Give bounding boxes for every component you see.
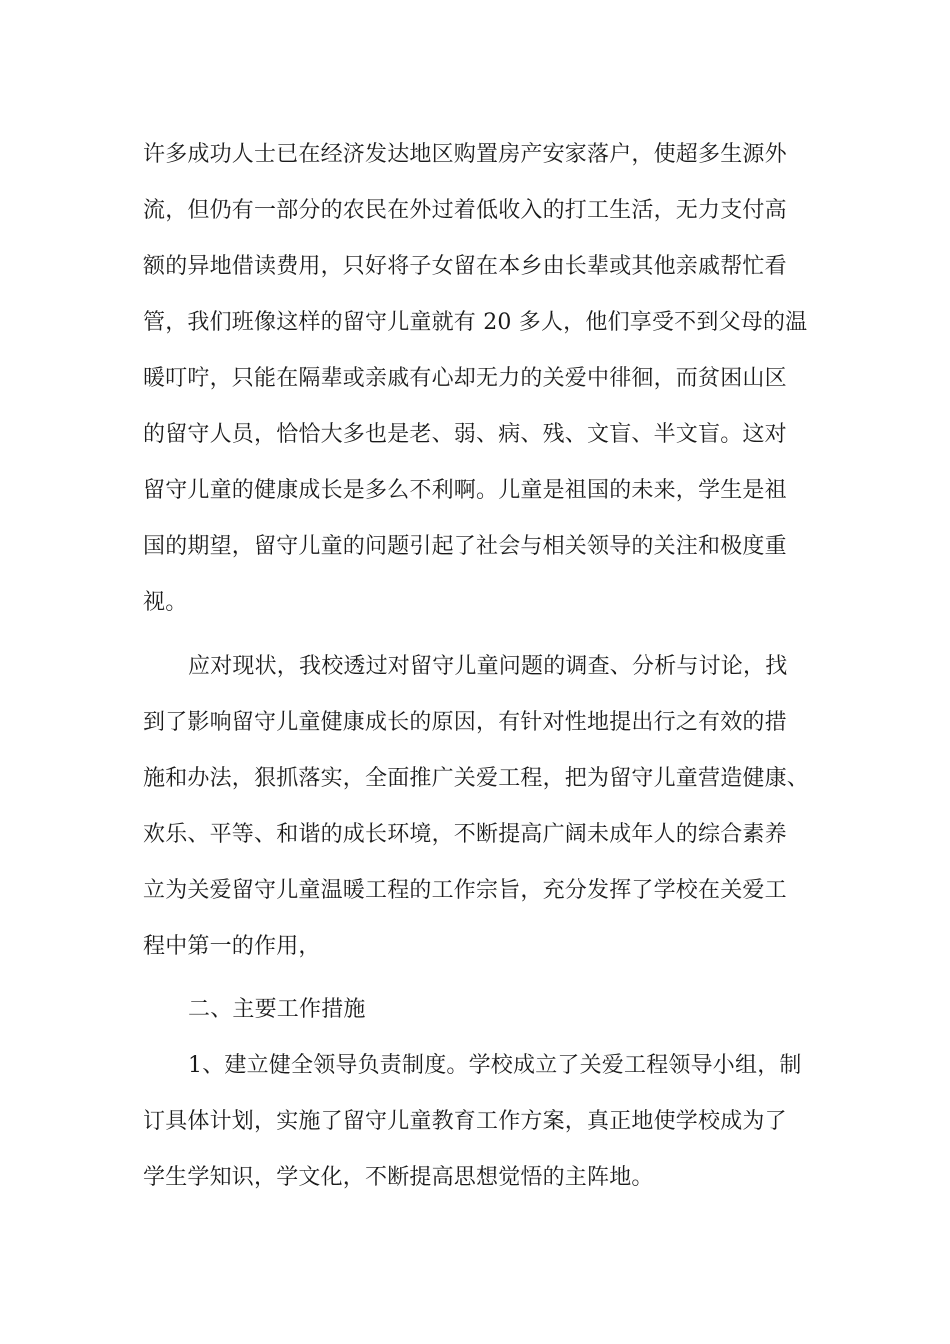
text-line: 留守儿童的健康成长是多么不利啊。儿童是祖国的未来，学生是祖: [143, 478, 787, 503]
text-line: 管，我们班像这样的留守儿童就有 20 多人，他们享受不到父母的温: [143, 310, 808, 335]
text-line: 施和办法，狠抓落实，全面推广关爱工程，把为留守儿童营造健康、: [143, 766, 810, 791]
text-line: 学生学知识，学文化，不断提高思想觉悟的主阵地。: [143, 1165, 654, 1190]
text-line: 欢乐、平等、和谐的成长环境，不断提高广阔未成年人的综合素养: [143, 822, 787, 847]
text-line: 的留守人员，恰恰大多也是老、弱、病、残、文盲、半文盲。这对: [143, 422, 787, 447]
paragraph-first-line: 1、建立健全领导负责制度。学校成立了关爱工程领导小组，制: [188, 1053, 802, 1078]
section-heading: 二、主要工作措施: [188, 997, 366, 1022]
text-line: 暖叮咛，只能在隔辈或亲戚有心却无力的关爱中徘徊，而贫困山区: [143, 366, 787, 391]
text-line: 订具体计划，实施了留守儿童教育工作方案，真正地使学校成为了: [143, 1109, 787, 1134]
text-line: 许多成功人士已在经济发达地区购置房产安家落户，使超多生源外: [143, 142, 787, 167]
text-line: 流，但仍有一部分的农民在外过着低收入的打工生活，无力支付高: [143, 198, 787, 223]
paragraph-first-line: 应对现状，我校透过对留守儿童问题的调查、分析与讨论，找: [188, 654, 788, 679]
text-line: 视。: [143, 590, 188, 615]
text-line: 到了影响留守儿童健康成长的原因，有针对性地提出行之有效的措: [143, 710, 787, 735]
text-line: 国的期望，留守儿童的问题引起了社会与相关领导的关注和极度重: [143, 534, 787, 559]
text-line: 程中第一的作用，: [143, 934, 321, 959]
text-line: 额的异地借读费用，只好将子女留在本乡由长辈或其他亲戚帮忙看: [143, 254, 787, 279]
text-line: 立为关爱留守儿童温暖工程的工作宗旨，充分发挥了学校在关爱工: [143, 878, 787, 903]
